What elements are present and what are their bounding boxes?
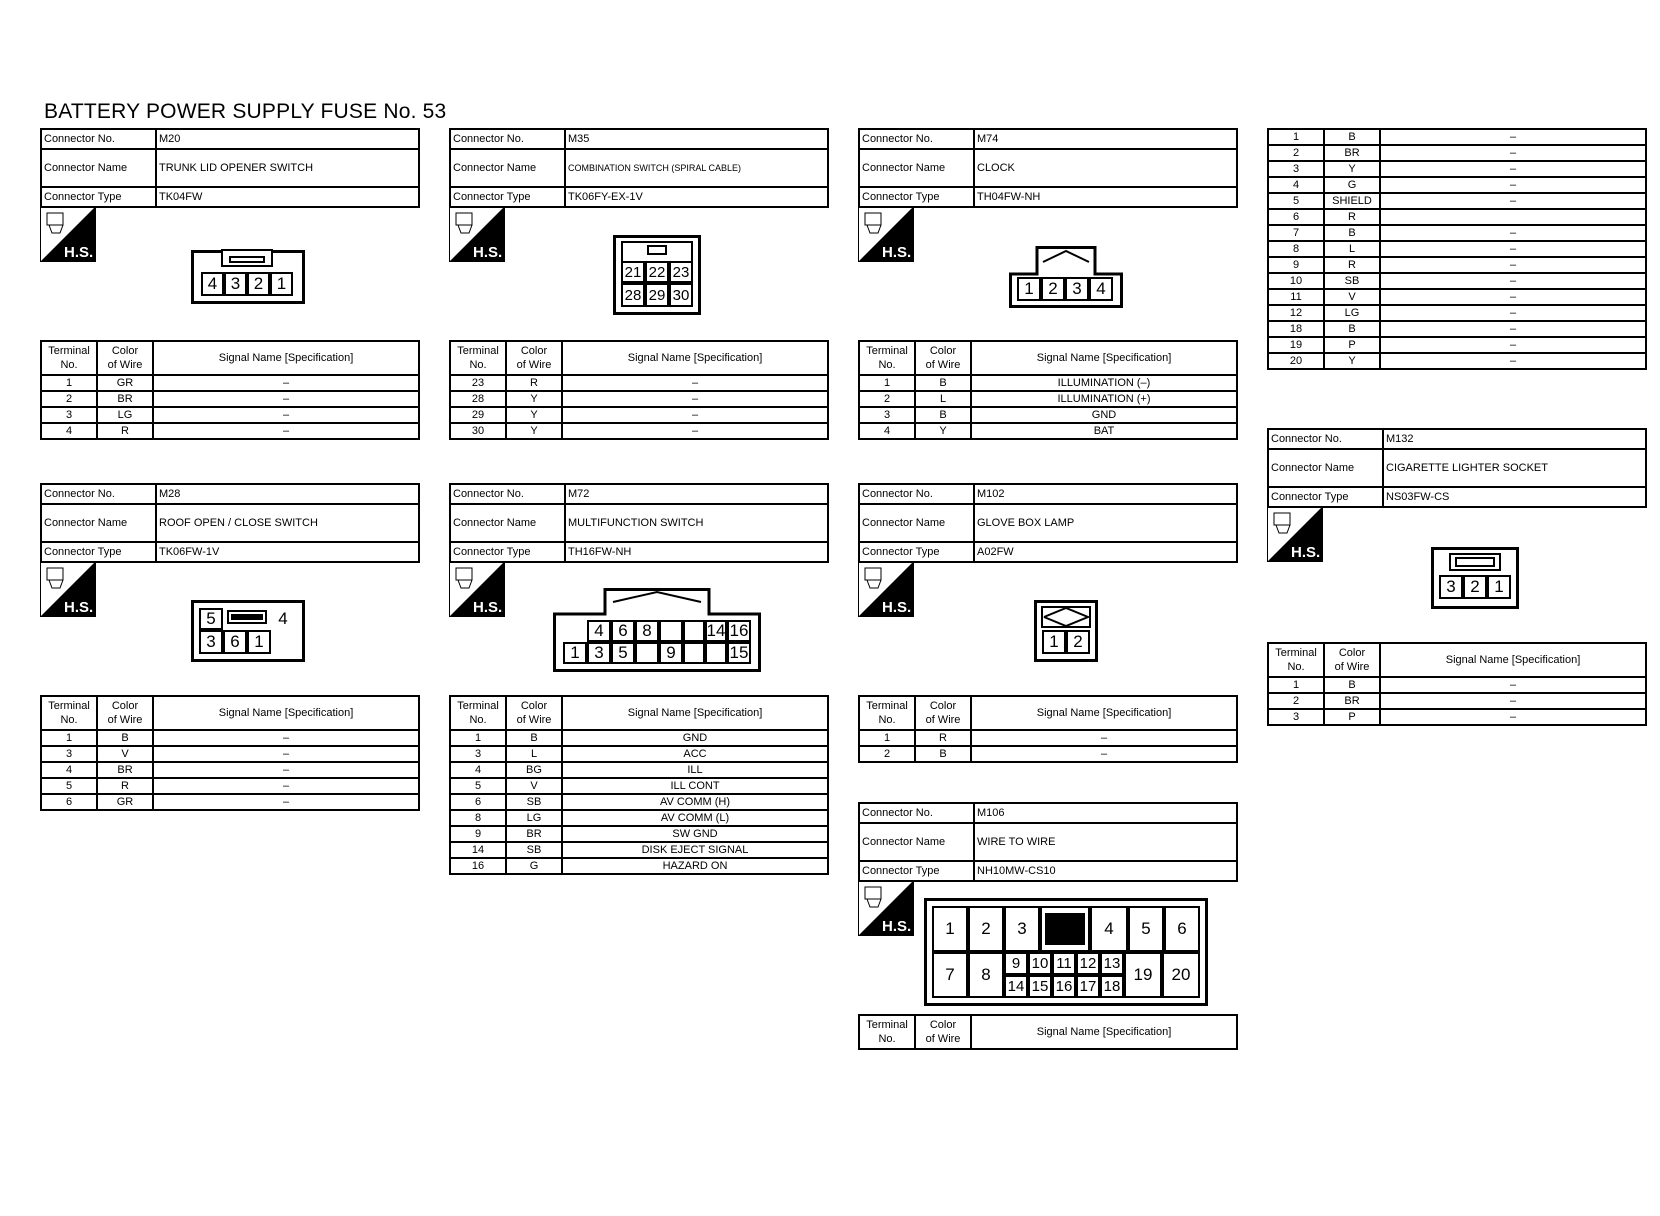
pin-cell-empty bbox=[705, 642, 727, 664]
svg-text:H.S.: H.S. bbox=[473, 244, 503, 261]
pin-cell: 23 bbox=[669, 261, 693, 283]
table-row: 3 LG – bbox=[41, 407, 419, 423]
pin-cell: 1 bbox=[247, 630, 271, 654]
connector-m72-signal-table: Terminal No. Color of Wire Signal Name [Specification] 1 B GND 3 L ACC 4 BG ILL 5 V ILL CONT 6 SB AV COMM (H) 8 LG AV COMM (L) 9 BR SW GND 14 SB DISK EJECT SIGNAL 16 G HAZARD ON bbox=[449, 695, 829, 875]
connector-m35-face bbox=[613, 235, 701, 315]
pin-cell: 18 bbox=[1100, 975, 1124, 998]
pin-cell: 10 bbox=[1028, 952, 1052, 975]
label-connector-no: Connector No. bbox=[1268, 429, 1383, 449]
connector-type-value: NH10MW-CS10 bbox=[974, 861, 1237, 881]
table-row: 3 L ACC bbox=[450, 746, 828, 762]
pin-cell: 4 bbox=[201, 272, 224, 296]
pin-cell: 17 bbox=[1076, 975, 1100, 998]
connector-m132-info bbox=[1267, 428, 1647, 508]
table-row: 2 B – bbox=[859, 746, 1237, 762]
connector-name-value: COMBINATION SWITCH (SPIRAL CABLE) bbox=[565, 149, 828, 187]
label-connector-name: Connector Name bbox=[859, 823, 974, 861]
svg-text:H.S.: H.S. bbox=[882, 599, 912, 616]
label-connector-type: Connector Type bbox=[450, 187, 565, 207]
connector-m20-face bbox=[191, 250, 305, 304]
table-row: 1 B GND bbox=[450, 730, 828, 746]
connector-m102-face bbox=[1034, 600, 1098, 662]
pin-cell: 29 bbox=[645, 283, 669, 307]
pin-cell: 6 bbox=[611, 620, 635, 642]
hs-icon bbox=[1267, 506, 1323, 562]
connector-name-value: TRUNK LID OPENER SWITCH bbox=[156, 149, 419, 187]
connector-type-value: TH16FW-NH bbox=[565, 542, 828, 562]
table-row: 5 R – bbox=[41, 778, 419, 794]
label-connector-type: Connector Type bbox=[41, 542, 156, 562]
pin-cell: 9 bbox=[1004, 952, 1028, 975]
table-row: 6 SB AV COMM (H) bbox=[450, 794, 828, 810]
connector-m72-info bbox=[449, 483, 829, 563]
table-row: 3 V – bbox=[41, 746, 419, 762]
label-connector-no: Connector No. bbox=[450, 129, 565, 149]
table-row: 3 P – bbox=[1268, 709, 1646, 725]
svg-text:H.S.: H.S. bbox=[882, 244, 912, 261]
pin-cell: 30 bbox=[669, 283, 693, 307]
pin-cell: 14 bbox=[1004, 975, 1028, 998]
pin-cell: 4 bbox=[1089, 277, 1113, 301]
pin-cell: 1 bbox=[563, 642, 587, 664]
pin-cell-empty bbox=[635, 642, 659, 664]
label-connector-type: Connector Type bbox=[1268, 487, 1383, 507]
pin-cell: 2 bbox=[1463, 575, 1487, 599]
label-connector-name: Connector Name bbox=[859, 504, 974, 542]
pin-cell: 4 bbox=[1090, 906, 1128, 952]
hs-icon bbox=[858, 561, 914, 617]
table-row: 20 Y – bbox=[1268, 353, 1646, 369]
connector-no-value: M74 bbox=[974, 129, 1237, 149]
table-row: 2 L ILLUMINATION (+) bbox=[859, 391, 1237, 407]
pin-cell: 20 bbox=[1162, 952, 1200, 998]
connector-no-value: M28 bbox=[156, 484, 419, 504]
table-row: 16 G HAZARD ON bbox=[450, 858, 828, 874]
connector-type-value: NS03FW-CS bbox=[1383, 487, 1646, 507]
table-row: 10 SB – bbox=[1268, 273, 1646, 289]
svg-text:H.S.: H.S. bbox=[64, 599, 94, 616]
table-row: 6 GR – bbox=[41, 794, 419, 810]
connector-type-value: TK06FY-EX-1V bbox=[565, 187, 828, 207]
svg-text:H.S.: H.S. bbox=[1291, 544, 1321, 561]
table-row: 1 B – bbox=[1268, 129, 1646, 145]
connector-name-value: GLOVE BOX LAMP bbox=[974, 504, 1237, 542]
connector-m74-info bbox=[858, 128, 1238, 208]
table-row: 29 Y – bbox=[450, 407, 828, 423]
pin-cell: 3 bbox=[199, 630, 223, 654]
pin-cell: 8 bbox=[635, 620, 659, 642]
label-connector-no: Connector No. bbox=[450, 484, 565, 504]
pin-cell: 22 bbox=[645, 261, 669, 283]
pin-cell: 15 bbox=[1028, 975, 1052, 998]
table-row: 8 LG AV COMM (L) bbox=[450, 810, 828, 826]
hs-icon bbox=[449, 561, 505, 617]
pin-cell: 6 bbox=[1164, 906, 1200, 952]
table-row: 6 R bbox=[1268, 209, 1646, 225]
pin-cell: 4 bbox=[271, 608, 295, 630]
pin-cell: 5 bbox=[611, 642, 635, 664]
label-connector-name: Connector Name bbox=[450, 149, 565, 187]
connector-m74-face bbox=[1009, 246, 1123, 308]
connector-m102-info bbox=[858, 483, 1238, 563]
label-connector-type: Connector Type bbox=[859, 861, 974, 881]
connector-m106-signal-table: Terminal No. Color of Wire Signal Name [Specification] bbox=[858, 1014, 1238, 1050]
table-row: 3 B GND bbox=[859, 407, 1237, 423]
label-connector-no: Connector No. bbox=[859, 484, 974, 504]
label-connector-type: Connector Type bbox=[859, 542, 974, 562]
label-connector-type: Connector Type bbox=[859, 187, 974, 207]
connector-no-value: M20 bbox=[156, 129, 419, 149]
pin-cell: 9 bbox=[659, 642, 683, 664]
pin-cell: 12 bbox=[1076, 952, 1100, 975]
table-row: 18 B – bbox=[1268, 321, 1646, 337]
table-row: 1 R – bbox=[859, 730, 1237, 746]
table-row: 4 Y BAT bbox=[859, 423, 1237, 439]
connector-m74-signal-table: Terminal No. Color of Wire Signal Name [Specification] 1 B ILLUMINATION (–) 2 L ILLUMINATION (+) 3 B GND 4 Y BAT bbox=[858, 340, 1238, 440]
pin-cell: 1 bbox=[270, 272, 293, 296]
pin-cell: 1 bbox=[1017, 277, 1041, 301]
pin-cell-empty bbox=[659, 620, 683, 642]
pin-cell: 28 bbox=[621, 283, 645, 307]
connector-m20-signal-table: Terminal No. Color of Wire Signal Name [Specification] 1 GR – 2 BR – 3 LG – 4 R – bbox=[40, 340, 420, 440]
table-row: 11 V – bbox=[1268, 289, 1646, 305]
table-row: 1 B ILLUMINATION (–) bbox=[859, 375, 1237, 391]
connector-m106-info bbox=[858, 802, 1238, 882]
table-row: 30 Y – bbox=[450, 423, 828, 439]
connector-no-value: M35 bbox=[565, 129, 828, 149]
connector-no-value: M72 bbox=[565, 484, 828, 504]
label-connector-name: Connector Name bbox=[41, 149, 156, 187]
connector-name-value: CIGARETTE LIGHTER SOCKET bbox=[1383, 449, 1646, 487]
table-row: 3 Y – bbox=[1268, 161, 1646, 177]
table-row: 8 L – bbox=[1268, 241, 1646, 257]
pin-cell: 5 bbox=[199, 608, 223, 630]
pin-cell: 3 bbox=[1065, 277, 1089, 301]
pin-cell: 1 bbox=[1042, 630, 1066, 654]
label-connector-no: Connector No. bbox=[859, 803, 974, 823]
connector-m132-signal-table: Terminal No. Color of Wire Signal Name [Specification] 1 B – 2 BR – 3 P – bbox=[1267, 642, 1647, 726]
table-row: 4 BR – bbox=[41, 762, 419, 778]
hs-icon bbox=[858, 880, 914, 936]
connector-m106-face bbox=[924, 898, 1208, 1006]
hs-icon bbox=[40, 561, 96, 617]
label-connector-type: Connector Type bbox=[450, 542, 565, 562]
connector-m72-face bbox=[553, 588, 761, 672]
svg-text:H.S.: H.S. bbox=[64, 244, 94, 261]
connector-name-value: WIRE TO WIRE bbox=[974, 823, 1237, 861]
connector-name-value: MULTIFUNCTION SWITCH bbox=[565, 504, 828, 542]
pin-cell: 1 bbox=[1487, 575, 1511, 599]
connector-name-value: CLOCK bbox=[974, 149, 1237, 187]
connector-m132-face bbox=[1431, 547, 1519, 609]
hs-icon bbox=[449, 206, 505, 262]
page-title: BATTERY POWER SUPPLY FUSE No. 53 bbox=[44, 100, 447, 123]
table-row: 9 R – bbox=[1268, 257, 1646, 273]
connector-type-value: TH04FW-NH bbox=[974, 187, 1237, 207]
table-row: 2 BR – bbox=[1268, 145, 1646, 161]
pin-cell: 1 bbox=[932, 906, 968, 952]
table-row: 19 P – bbox=[1268, 337, 1646, 353]
table-row: 4 R – bbox=[41, 423, 419, 439]
label-connector-no: Connector No. bbox=[859, 129, 974, 149]
label-connector-name: Connector Name bbox=[41, 504, 156, 542]
connector-m35-signal-table: Terminal No. Color of Wire Signal Name [Specification] 23 R – 28 Y – 29 Y – 30 Y – bbox=[449, 340, 829, 440]
svg-text:H.S.: H.S. bbox=[473, 599, 503, 616]
pin-cell: 5 bbox=[1128, 906, 1164, 952]
pin-cell-blank bbox=[1040, 906, 1090, 952]
pin-cell: 2 bbox=[968, 906, 1004, 952]
hs-icon bbox=[858, 206, 914, 262]
table-row: 2 BR – bbox=[1268, 693, 1646, 709]
connector-m35-info bbox=[449, 128, 829, 208]
label-connector-name: Connector Name bbox=[1268, 449, 1383, 487]
label-connector-no: Connector No. bbox=[41, 484, 156, 504]
connector-no-value: M102 bbox=[974, 484, 1237, 504]
table-row: 28 Y – bbox=[450, 391, 828, 407]
table-row: 4 G – bbox=[1268, 177, 1646, 193]
pin-cell: 3 bbox=[1439, 575, 1463, 599]
pin-cell: 8 bbox=[968, 952, 1004, 998]
pin-cell: 16 bbox=[1052, 975, 1076, 998]
table-row: 1 B – bbox=[41, 730, 419, 746]
connector-m28-info bbox=[40, 483, 420, 563]
pin-cell: 3 bbox=[1004, 906, 1040, 952]
table-row: 5 V ILL CONT bbox=[450, 778, 828, 794]
table-row: 7 B – bbox=[1268, 225, 1646, 241]
table-row: 14 SB DISK EJECT SIGNAL bbox=[450, 842, 828, 858]
table-row: 2 BR – bbox=[41, 391, 419, 407]
hs-icon bbox=[40, 206, 96, 262]
connector-m28-signal-table: Terminal No. Color of Wire Signal Name [Specification] 1 B – 3 V – 4 BR – 5 R – 6 GR – bbox=[40, 695, 420, 811]
table-row: 1 GR – bbox=[41, 375, 419, 391]
connector-type-value: TK04FW bbox=[156, 187, 419, 207]
pin-cell: 19 bbox=[1124, 952, 1162, 998]
label-connector-name: Connector Name bbox=[859, 149, 974, 187]
connector-m102-signal-table: Terminal No. Color of Wire Signal Name [Specification] 1 R – 2 B – bbox=[858, 695, 1238, 763]
pin-cell: 13 bbox=[1100, 952, 1124, 975]
pin-cell: 14 bbox=[706, 621, 726, 640]
pin-cell: 4 bbox=[587, 620, 611, 642]
connector-m28-face bbox=[191, 600, 305, 662]
label-connector-name: Connector Name bbox=[450, 504, 565, 542]
connector-m106-signal-table-continued bbox=[1267, 128, 1647, 370]
pin-cell: 6 bbox=[223, 630, 247, 654]
pin-cell: 15 bbox=[727, 642, 751, 664]
pin-cell-empty bbox=[683, 620, 705, 642]
connector-name-value: ROOF OPEN / CLOSE SWITCH bbox=[156, 504, 419, 542]
connector-m20-info bbox=[40, 128, 420, 208]
pin-cell: 3 bbox=[224, 272, 247, 296]
table-row: 4 BG ILL bbox=[450, 762, 828, 778]
pin-cell: 11 bbox=[1052, 952, 1076, 975]
table-row: 12 LG – bbox=[1268, 305, 1646, 321]
pin-cell: 3 bbox=[587, 642, 611, 664]
label-connector-no: Connector No. bbox=[41, 129, 156, 149]
pin-cell: 21 bbox=[621, 261, 645, 283]
pin-cell-empty bbox=[683, 642, 705, 664]
table-row: 5 SHIELD – bbox=[1268, 193, 1646, 209]
pin-cell: 2 bbox=[1041, 277, 1065, 301]
pin-cell: 2 bbox=[1066, 630, 1090, 654]
pin-cell: 16 bbox=[727, 620, 751, 642]
connector-no-value: M132 bbox=[1383, 429, 1646, 449]
svg-text:H.S.: H.S. bbox=[882, 918, 912, 935]
table-row: 23 R – bbox=[450, 375, 828, 391]
pin-cell: 7 bbox=[932, 952, 968, 998]
connector-type-value: TK06FW-1V bbox=[156, 542, 419, 562]
table-row: 9 BR SW GND bbox=[450, 826, 828, 842]
label-connector-type: Connector Type bbox=[41, 187, 156, 207]
connector-type-value: A02FW bbox=[974, 542, 1237, 562]
connector-no-value: M106 bbox=[974, 803, 1237, 823]
pin-cell: 2 bbox=[247, 272, 270, 296]
table-row: 1 B – bbox=[1268, 677, 1646, 693]
